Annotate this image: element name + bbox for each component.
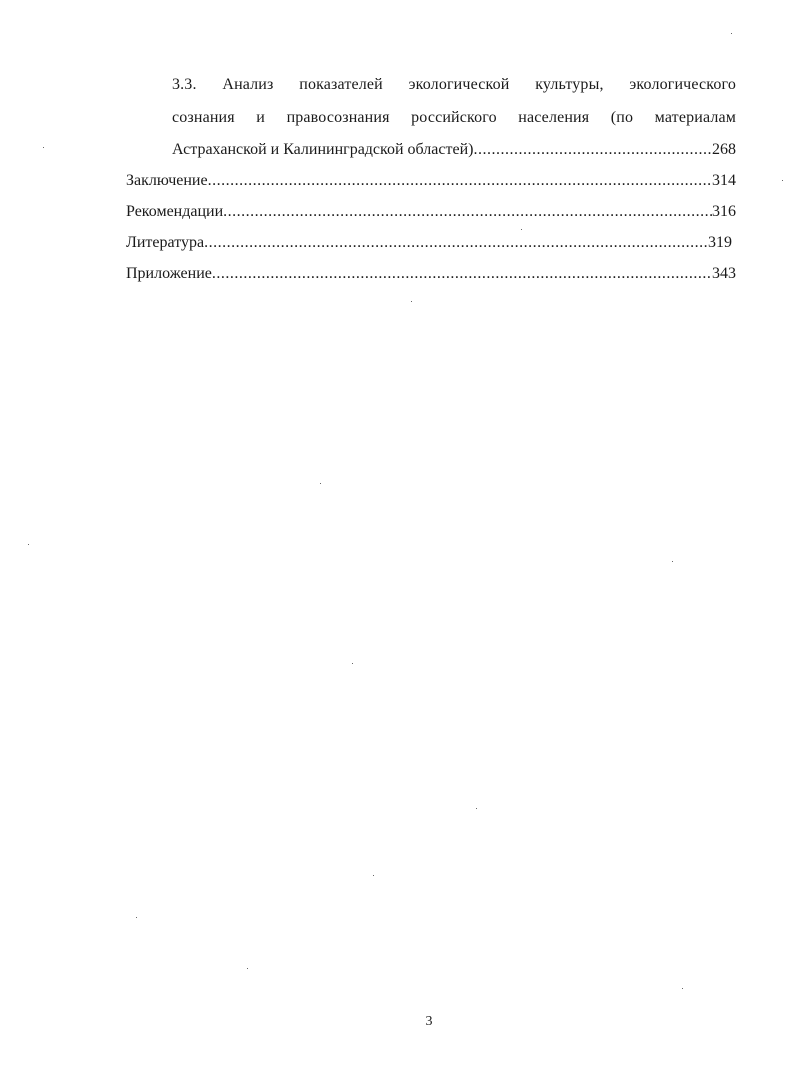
scan-speck bbox=[731, 33, 732, 34]
toc-entry-appendix[interactable] bbox=[126, 265, 736, 283]
scan-speck bbox=[782, 180, 783, 181]
scan-speck bbox=[320, 483, 321, 484]
toc-entry-literature[interactable] bbox=[126, 234, 732, 252]
scan-speck bbox=[28, 544, 29, 545]
toc-page-number: 319 bbox=[708, 234, 732, 251]
toc-subentry-line-1: 3.3. Анализ показателей экологической культуры, экологического bbox=[172, 76, 736, 93]
scan-speck bbox=[136, 917, 137, 918]
toc-page-number: 268 bbox=[712, 141, 736, 158]
toc-entry-title: Рекомендации bbox=[126, 203, 224, 220]
toc-dot-leader bbox=[223, 203, 712, 221]
scan-speck bbox=[411, 301, 412, 302]
toc-entry-recommendations[interactable] bbox=[126, 203, 736, 221]
scan-speck bbox=[247, 968, 248, 969]
page-number: 3 bbox=[425, 1014, 433, 1029]
toc-entry-title: Заключение bbox=[126, 172, 208, 189]
toc-dot-leader bbox=[204, 234, 708, 252]
scan-speck bbox=[43, 147, 44, 148]
toc-entry-title: Литература bbox=[126, 234, 205, 251]
toc-subentry-line-2: сознания и правосознания российского населения (по материалам bbox=[172, 109, 736, 126]
scan-speck bbox=[672, 561, 673, 562]
toc-entry-title: Приложение bbox=[126, 265, 212, 282]
toc-page-number: 314 bbox=[712, 172, 736, 189]
toc-subentry-title: Астраханской и Калининградской областей) bbox=[172, 141, 474, 158]
scan-speck bbox=[476, 808, 477, 809]
scan-speck bbox=[352, 663, 353, 664]
scan-speck bbox=[373, 875, 374, 876]
toc-entry-conclusion[interactable] bbox=[126, 172, 736, 190]
scan-speck bbox=[521, 229, 522, 230]
toc-page-number: 316 bbox=[712, 203, 736, 220]
toc-page-number: 343 bbox=[712, 265, 736, 282]
scan-speck bbox=[682, 988, 683, 989]
toc-dot-leader bbox=[212, 265, 712, 283]
toc-dot-leader bbox=[473, 141, 712, 159]
toc-dot-leader bbox=[208, 172, 712, 190]
toc-subentry-line-3[interactable] bbox=[172, 141, 736, 159]
